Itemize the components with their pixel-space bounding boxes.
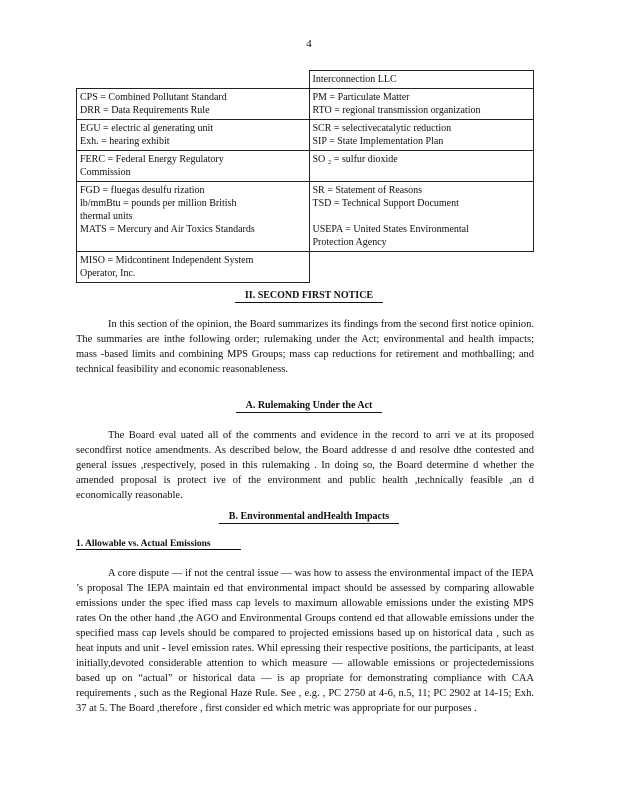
table-row [77,182,534,252]
abbr-entry: SIP = State Implementation Plan [312,136,444,147]
table-cell-empty [77,71,310,89]
abbr-entry: Exh. = hearing exhibit [80,136,170,147]
table-cell [77,151,310,182]
abbr-entry: DRR = Data Requirements Rule [80,105,210,116]
page-number: 4 [306,38,312,50]
table-row [77,151,534,182]
abbr-entry: lb/mmBtu = pounds per million British [80,198,237,209]
table-cell [77,252,310,283]
table-cell [309,182,534,252]
paragraph-rulemaking: The Board eval uated all of the comments and evidence in the record to arri ve at its proposed secondfirst notice amendments. As described below, the Board addresse d and resolve dthe contested and general issues ,respectively, posed in this rulemaking . In doing so, the Board determine d whether the amended proposal is protect ive of the environment and public health ,technically feasible ,an d economically reasonable. [76,430,534,501]
abbr-entry: TSD = Technical Support Document [312,198,459,209]
abbr-entry: thermal units [80,211,133,222]
abbr-entry-spacer [313,210,531,223]
abbr-entry: Commission [80,167,131,178]
abbr-entry: EGU = electric al generating unit [80,123,214,134]
table-cell [77,120,310,151]
abbr-entry: PM = Particulate Matter [312,92,410,103]
section-heading-ii: II. SECOND FIRST NOTICE [0,290,618,301]
table-cell-empty [309,252,534,283]
abbreviations-table [76,70,534,283]
abbr-entry: SCR = selectivecatalytic reduction [312,123,452,134]
section-heading-a: A. Rulemaking Under the Act [0,400,618,411]
table-row [77,252,534,283]
table-row [77,71,534,89]
table-cell [309,151,534,182]
abbr-entry: Interconnection LLC [312,74,397,85]
abbr-entry: RTO = regional transmission organization [312,105,481,116]
table-row [77,89,534,120]
paragraph-core-dispute: A core dispute — if not the central issue — was how to assess the environmental impact of the IEPA ’s proposal The IEPA maintain ed that environmental impact should be assessed by comparing allowable emissions under the spec ified mass cap levels to maximum allowable emissions under the existing MPS rates On the other hand ,the AGO and Environmental Groups contend ed that allowable emissions under the specified mass cap levels should be compared to projected emissions based up on historical data , such as heat inputs and unit - level emission rates. Whil epressing their respective positions, the participants, at least initially,devoted considerable attention to which measure — allowable emissions or projectedemissions based up on “actual” or historical data — is ap propriate for demonstrating compliance with CAA requirements , such as the Regional Haze Rule. See , e.g. , PC 2750 at 4-6, n.5, 11; PC 2902 at 14-15; Exh. 37 at 5. The Board ,therefore , first consider ed which metric was appropriate for our purposes . [76,568,534,714]
table-cell [77,89,310,120]
table-cell [77,182,310,252]
table-cell [309,120,534,151]
abbr-entry: SO ₂ = sulfur dioxide [312,154,398,165]
paragraph-intro: In this section of the opinion, the Board summarizes its findings from the second first notice opinion. The summaries are inthe following order; rulemaking under the Act; environmental and health impacts; mass -based limits and combining MPS Groups; mass cap reductions for retirement and mothballing; and technical feasibility and economic reasonableness. [76,319,534,375]
abbr-entry: Operator, Inc. [80,268,136,279]
table-row [77,120,534,151]
abbr-entry: FGD = fluegas desulfu rization [80,185,205,196]
abbr-entry: FERC = Federal Energy Regulatory [80,154,224,165]
abbr-entry: CPS = Combined Pollutant Standard [80,92,227,103]
table-cell [309,89,534,120]
abbr-entry: USEPA = United States Environmental [312,224,469,235]
section-heading-b: B. Environmental andHealth Impacts [0,511,618,522]
abbr-entry: SR = Statement of Reasons [312,185,423,196]
subsection-heading-1: 1. Allowable vs. Actual Emissions [76,539,241,549]
abbr-entry: Protection Agency [312,237,387,248]
abbr-entry: MISO = Midcontinent Independent System [80,255,254,266]
abbr-entry: MATS = Mercury and Air Toxics Standards [80,224,255,235]
table-cell [309,71,534,89]
